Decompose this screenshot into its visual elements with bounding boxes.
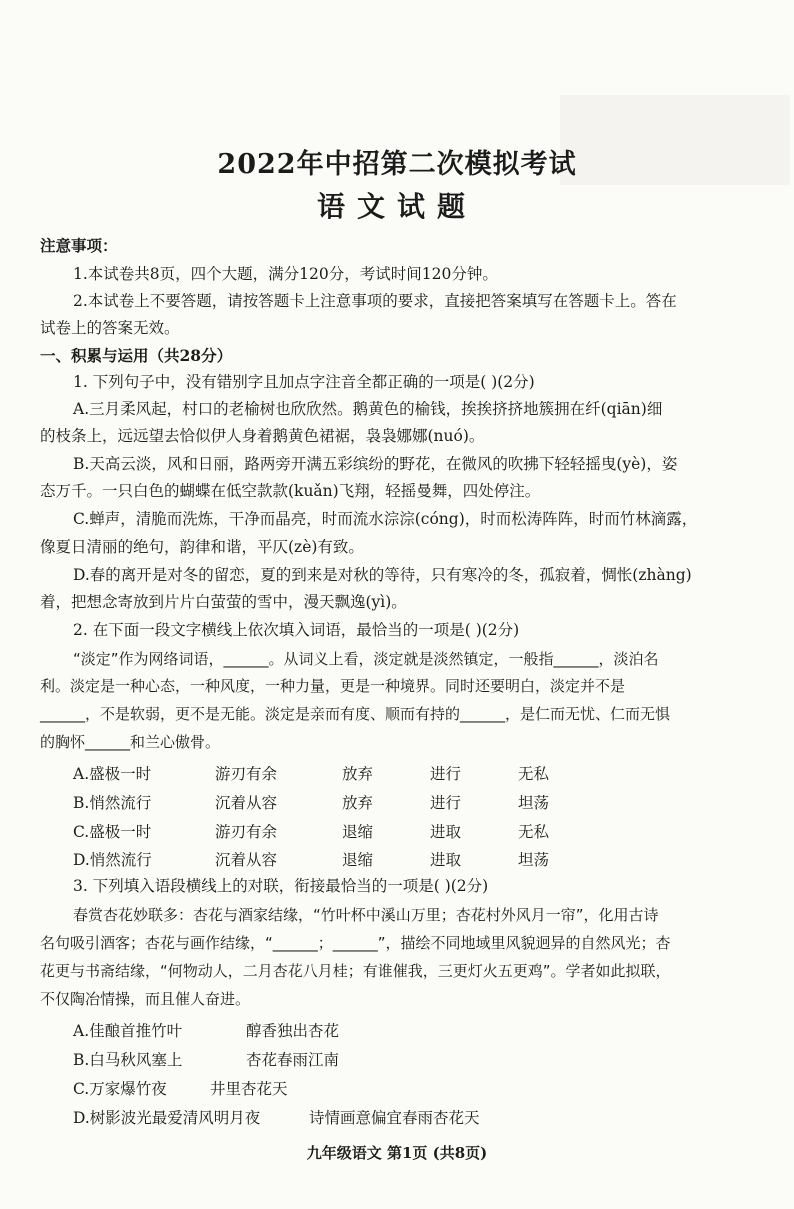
- option-line: 的枝条上，远远望去恰似伊人身着鹅黄色裙裾，袅袅娜娜(nuó)。: [40, 427, 485, 445]
- notice-item: 1.本试卷共8页，四个大题，满分120分，考试时间120分钟。: [73, 265, 498, 283]
- choice-label: C.盛极一时: [73, 823, 152, 841]
- choice-word: 进行: [430, 794, 462, 812]
- question-stem: 2. 在下面一段文字横线上依次填入词语，最恰当的一项是( )(2分): [73, 621, 520, 639]
- choice-word: 沉着从容: [215, 851, 278, 869]
- choice-word: 游刃有余: [215, 823, 278, 841]
- choice-label: A.佳酿首推竹叶: [73, 1022, 183, 1040]
- passage-line: “淡定”作为网络词语，______。从词义上看，淡定就是淡然镇定，一般指______，淡泊名: [73, 650, 659, 668]
- choice-word: 诗情画意偏宜春雨杏花天: [309, 1109, 480, 1127]
- passage-line: 的胸怀______和兰心傲骨。: [40, 733, 221, 751]
- passage-line: 利。淡定是一种心态，一种风度，一种力量，更是一种境界。同时还要明白，淡定并不是: [40, 677, 626, 695]
- choice-word: 进取: [430, 823, 462, 841]
- choice-word: 无私: [518, 765, 550, 783]
- option-line: A.三月柔风起，村口的老榆树也欣欣然。鹅黄色的榆钱，挨挨挤挤地簇拥在纤(qiān)细: [73, 400, 663, 418]
- choice-word: 坦荡: [518, 851, 550, 869]
- choice-word: 游刃有余: [215, 765, 278, 783]
- option-line: D.春的离开是对冬的留恋，夏的到来是对秋的等待，只有寒冷的冬，孤寂着，惆怅(zhàng): [73, 566, 692, 584]
- section-heading: 一、积累与运用（共28分）: [40, 346, 233, 365]
- option-line: B.天高云淡，风和日丽，路两旁开满五彩缤纷的野花，在微风的吹拂下轻轻摇曳(yè)，姿: [73, 455, 678, 473]
- choice-word: 杏花春雨江南: [246, 1051, 340, 1069]
- page-footer: 九年级语文 第1页 (共8页): [306, 1144, 488, 1162]
- choice-label: B.白马秋风塞上: [73, 1051, 183, 1069]
- option-line: C.蝉声，清脆而洗炼，干净而晶亮，时而流水淙淙(cóng)，时而松涛阵阵，时而竹林滴露，: [73, 510, 698, 528]
- choice-label: C.万家爆竹夜: [73, 1080, 167, 1098]
- exam-title: 2022年中招第二次模拟考试: [217, 149, 577, 180]
- passage-line: ______，不是软弱，更不是无能。淡定是亲而有度、顺而有持的______，是仁而无忧、仁而无惧: [40, 705, 671, 723]
- exam-subtitle: 语文试题: [316, 190, 477, 223]
- choice-label: A.盛极一时: [73, 765, 152, 783]
- choice-label: D.树影波光最爱清风明月夜: [73, 1109, 261, 1127]
- notice-heading: 注意事项：: [40, 236, 118, 255]
- passage-line: 花更与书斋结缘，“何物动人，二月杏花八月桂；有谁催我，三更灯火五更鸡”。学者如此拟联，: [40, 962, 671, 980]
- choice-word: 进行: [430, 765, 462, 783]
- option-line: 着，把想念寄放到片片白萤萤的雪中，漫天飘逸(yì)。: [40, 593, 407, 611]
- notice-item: 2.本试卷上不要答题，请按答题卡上注意事项的要求，直接把答案填写在答题卡上。答在: [73, 292, 677, 310]
- notice-item: 试卷上的答案无效。: [40, 319, 180, 337]
- choice-label: B.悄然流行: [73, 794, 152, 812]
- passage-line: 名句吸引酒客；杏花与画作结缘，“______；______”，描绘不同地域里风貌迥异的自然风光；杏: [40, 934, 671, 952]
- choice-word: 退缩: [342, 851, 374, 869]
- passage-line: 不仅陶冶情操，而且催人奋进。: [40, 990, 251, 1008]
- option-line: 态万千。一只白色的蝴蝶在低空款款(kuǎn)飞翔，轻摇曼舞，四处停注。: [40, 482, 541, 500]
- question-stem: 3. 下列填入语段横线上的对联，衔接最恰当的一项是( )(2分): [73, 877, 489, 895]
- choice-word: 放弃: [342, 794, 374, 812]
- choice-word: 醇香独出杏花: [246, 1022, 340, 1040]
- choice-label: D.悄然流行: [73, 851, 152, 869]
- choice-word: 沉着从容: [215, 794, 278, 812]
- choice-word: 无私: [518, 823, 550, 841]
- question-stem: 1. 下列句子中，没有错别字且加点字注音全都正确的一项是( )(2分): [73, 373, 535, 391]
- choice-word: 坦荡: [518, 794, 550, 812]
- choice-word: 进取: [430, 851, 462, 869]
- choice-word: 放弃: [342, 765, 374, 783]
- passage-line: 春赏杏花妙联多：杏花与酒家结缘，“竹叶杯中溪山万里；杏花村外风月一帘”，化用古诗: [73, 906, 659, 924]
- choice-word: 退缩: [342, 823, 374, 841]
- choice-word: 井里杏花天: [210, 1080, 288, 1098]
- option-line: 像夏日清丽的绝句，韵律和谐，平仄(zè)有致。: [40, 538, 364, 556]
